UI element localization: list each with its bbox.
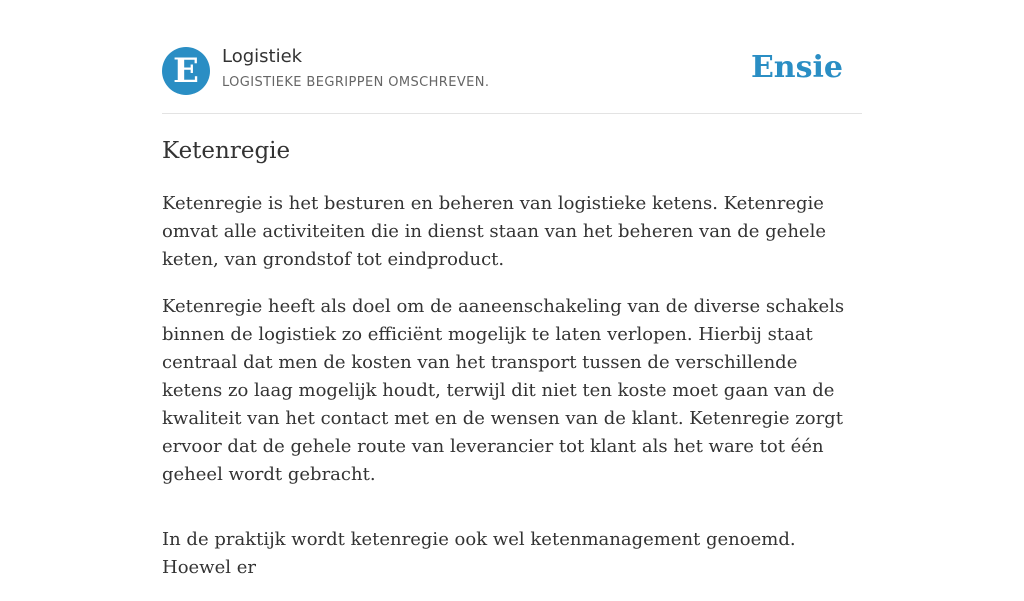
site-logo[interactable]: E — [162, 47, 210, 95]
paragraph: Ketenregie is het besturen en beheren van logistieke ketens. Ketenregie omvat alle activiteiten die in dienst staan van het beheren van de gehele keten, van grondstof tot eindproduct. — [162, 193, 826, 270]
site-header — [162, 0, 862, 114]
page-container — [162, 0, 862, 578]
site-subtitle: LOGISTIEKE BEGRIPPEN OMSCHREVEN. — [222, 75, 490, 90]
article-body — [162, 190, 862, 601]
paragraph: In de praktijk wordt ketenregie ook wel ketenmanagement genoemd. Hoewel er — [162, 529, 796, 578]
brand-logo[interactable]: Ensie — [750, 50, 843, 85]
paragraph: Ketenregie heeft als doel om de aaneenschakeling van de diverse schakels binnen de logistiek zo efficiënt mogelijk te laten verlopen. Hierbij staat centraal dat men de kosten van het transport tussen de verschillende ketens zo laag mogelijk houdt, terwijl dit niet ten koste moet gaan van de kwaliteit van het contact met en de wensen van de klant. Ketenregie zorgt ervoor dat de gehele route van leverancier tot klant als het ware tot één geheel wordt gebracht. — [162, 296, 845, 485]
page-title: Ketenregie — [162, 138, 291, 164]
site-title[interactable]: Logistiek — [222, 46, 303, 67]
